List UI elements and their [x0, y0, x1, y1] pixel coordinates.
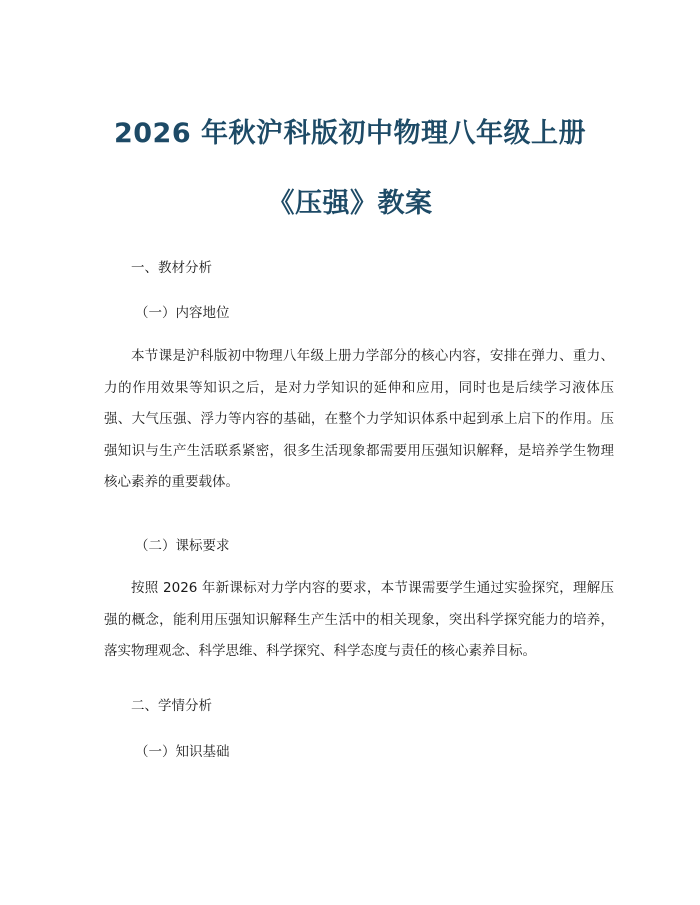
subsection-heading-curriculum-requirements: （二）课标要求 — [135, 538, 230, 554]
document-title-line1: 2026 年秋沪科版初中物理八年级上册 — [113, 118, 587, 149]
paragraph-content-position: 本节课是沪科版初中物理八年级上册力学部分的核心内容，安排在弹力、重力、力的作用效果等知识之后，是对力学知识的延伸和应用，同时也是后续学习液体压强、大气压强、浮力等内容的基础，在整个力学知识体系中起到承上启下的作用。压强知识与生产生活联系紧密，很多生活现象都需要用压强知识解释，是培养学生物理核心素养的重要载体。 — [104, 348, 614, 490]
subsection-heading-knowledge-foundation: （一）知识基础 — [135, 744, 230, 760]
document-title-line2: 《压强》教案 — [267, 188, 433, 219]
section-heading-teaching-material-analysis: 一、教材分析 — [131, 260, 212, 276]
paragraph-curriculum-requirements: 按照 2026 年新课标对力学内容的要求，本节课需要学生通过实验探究，理解压强的概念，能利用压强知识解释生产生活中的相关现象，突出科学探究能力的培养，落实物理观念、科学思维、科学探究、科学态度与责任的核心素养目标。 — [104, 580, 614, 659]
section-heading-student-analysis: 二、学情分析 — [131, 698, 212, 714]
subsection-heading-content-position: （一）内容地位 — [135, 305, 230, 321]
